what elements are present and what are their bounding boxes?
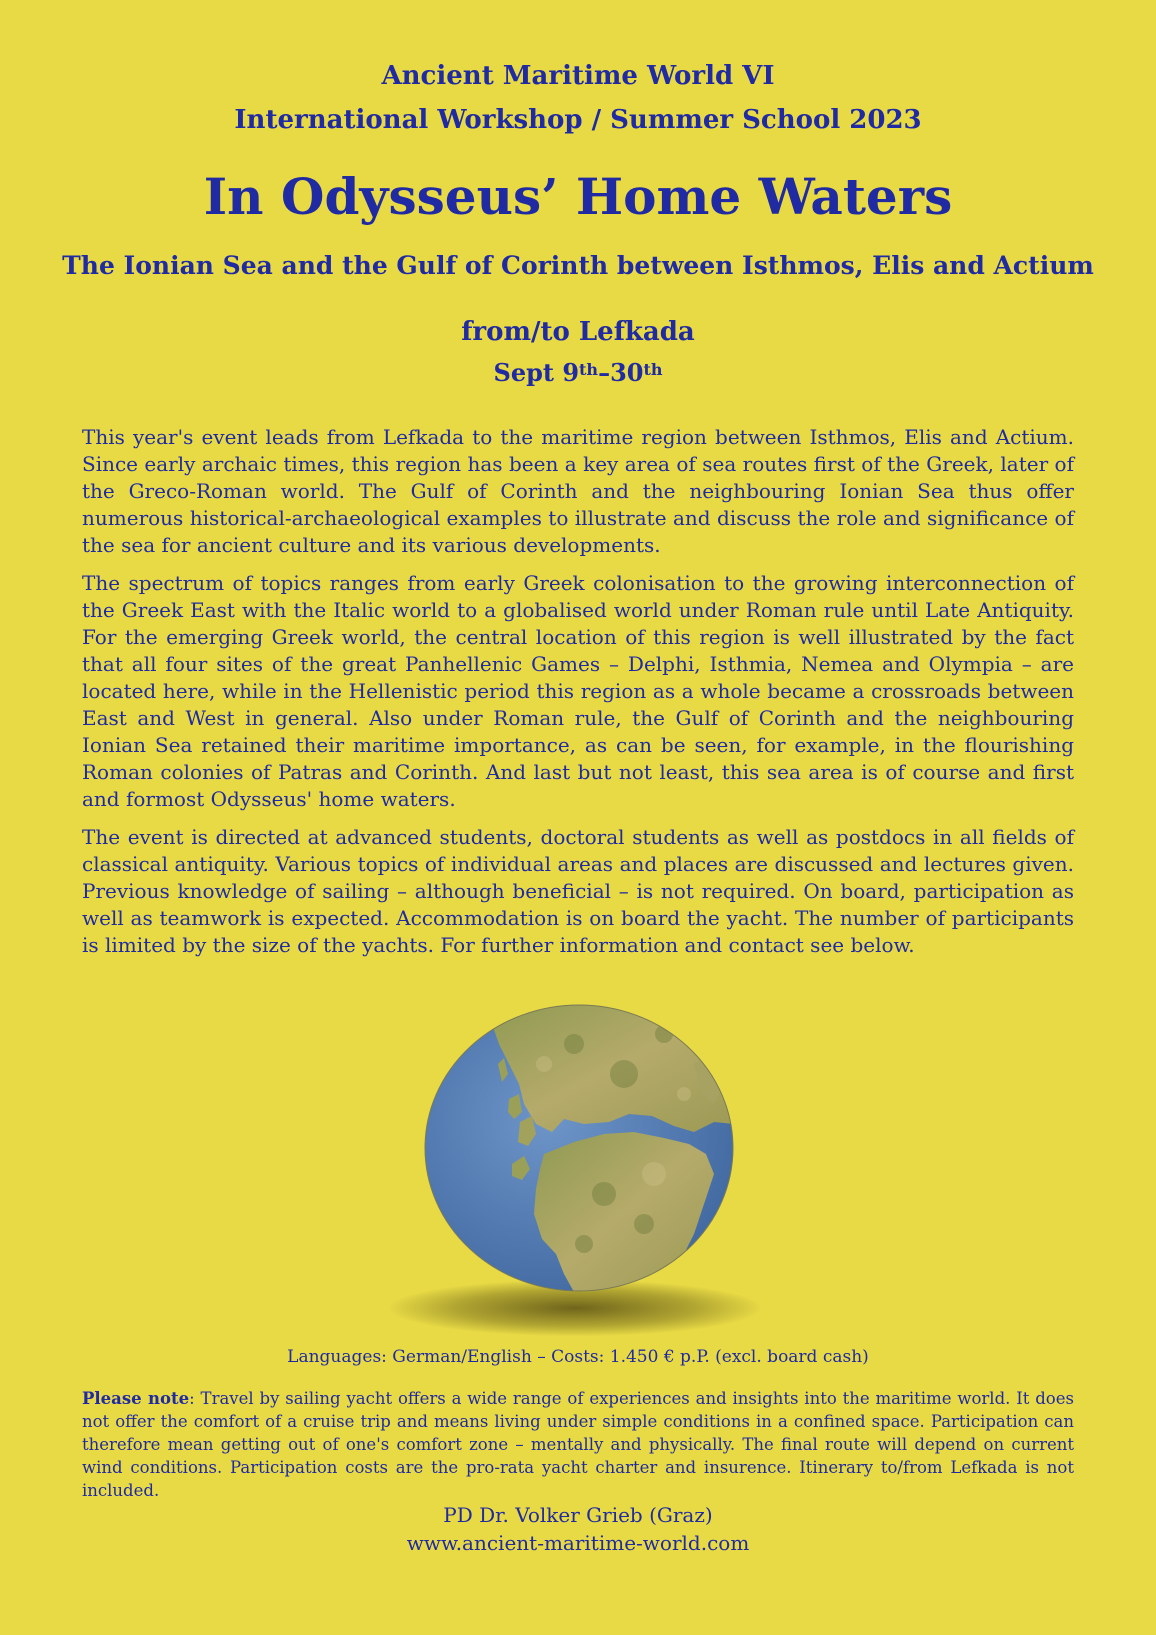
location: from/to Lefkada	[461, 317, 695, 347]
note-text: : Travel by sailing yacht offers a wide range of experiences and insights into the maritime world. It does not offer the comfort of a cruise trip and means living under simple conditions in a confined space. Participation can therefore mean getting out of one's comfort zone – mentally and physically. The final route will depend on current wind conditions. Participation costs are the pro-rata yacht charter and insurence. Itinerary to/from Lefkada is not included.	[82, 1389, 1074, 1500]
note-label: Please note	[82, 1389, 190, 1408]
series-title: Ancient Maritime World VI	[381, 61, 775, 91]
author: PD Dr. Volker Grieb (Graz)	[443, 1503, 713, 1527]
note	[82, 1387, 1074, 1502]
paragraph-1: This year's event leads from Lefkada to the maritime region between Isthmos, Elis and Actium. Since early archaic times, this region has been a key area of sea routes first of the Greek, later of the Greco-Roman world. The Gulf of Corinth and the neighbouring Ionian Sea thus offer numerous historical-archaeological examples to illustrate and discuss the role and significance of the sea for ancient culture and its various developments.	[82, 425, 1074, 557]
subtitle: The Ionian Sea and the Gulf of Corinth between Isthmos, Elis and Actium	[62, 251, 1094, 280]
website-link[interactable]: www.ancient-maritime-world.com	[406, 1531, 750, 1555]
date-end-suffix: th	[643, 360, 663, 379]
map-globe	[424, 1004, 734, 1292]
map-globe-image	[424, 1004, 734, 1292]
date-end: –30	[598, 358, 644, 387]
body-text	[82, 424, 1074, 970]
main-title: In Odysseus’ Home Waters	[203, 167, 953, 226]
date-start-suffix: th	[579, 360, 599, 379]
date-start: Sept 9	[493, 358, 580, 387]
paragraph-2: The spectrum of topics ranges from early Greek colonisation to the growing interconnection of the Greek East with the Italic world to a globalised world under Roman rule until Late Antiquity. For the emerging Greek world, the central location of this region is well illustrated by the fact that all four sites of the great Panhellenic Games – Delphi, Isthmia, Nemea and Olympia – are located here, while in the Hellenistic period this region as a whole became a crossroads between East and West in general. Also under Roman rule, the Gulf of Corinth and the neighbouring Ionian Sea retained their maritime importance, as can be seen, for example, in the flourishing Roman colonies of Patras and Corinth. And last but not least, this sea area is of course and first and formost Odysseus' home waters.	[82, 571, 1074, 811]
languages-costs: Languages: German/English – Costs: 1.450 € p.P. (excl. board cash)	[287, 1347, 869, 1367]
dates	[0, 352, 1156, 391]
paragraph-3: The event is directed at advanced students, doctoral students as well as postdocs in all fields of classical antiquity. Various topics of individual areas and places are discussed and lectures given. Previous knowledge of sailing – although beneficial – is not required. On board, participation as well as teamwork is expected. Accommodation is on board the yacht. The number of participants is limited by the size of the yachts. For further information and contact see below.	[82, 825, 1074, 957]
event-title: International Workshop / Summer School 2023	[234, 105, 922, 135]
